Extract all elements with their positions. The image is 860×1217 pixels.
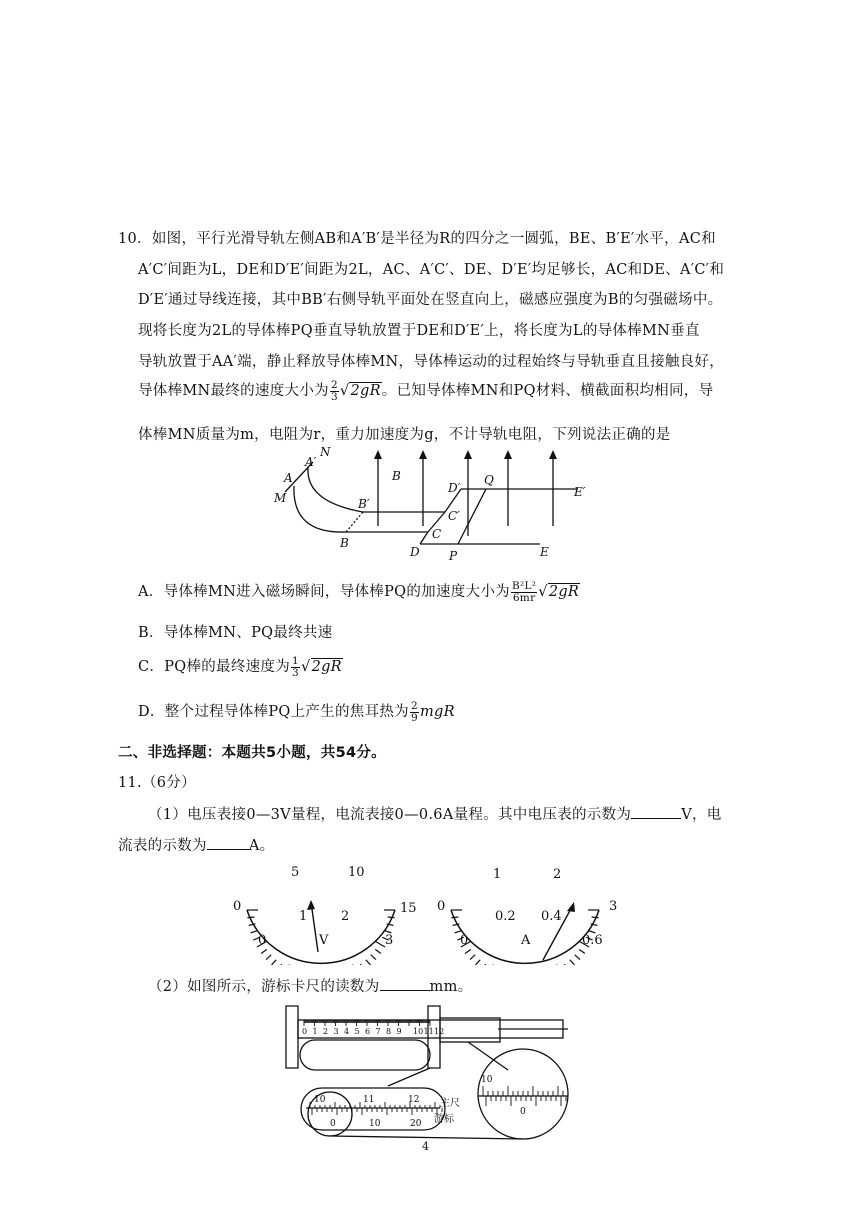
label-p: P [449, 549, 458, 563]
q10-line-6-fraction [330, 380, 339, 403]
dial-tick [371, 955, 376, 960]
dial-tick [261, 949, 267, 953]
rail-diagram [268, 444, 608, 569]
dial-tick [575, 955, 580, 960]
option-c-sqrt: √2gR [301, 659, 342, 675]
zoom-vernier-10: 10 [369, 1119, 381, 1129]
label-c1: C′ [448, 509, 460, 523]
magnifier-main-10: 10 [481, 1075, 493, 1085]
label-field-b: B [392, 469, 401, 483]
voltmeter-bottom-0: 0 [258, 933, 267, 948]
fraction-denominator: 9 [410, 711, 418, 724]
fixed-jaw [286, 1006, 298, 1068]
q10-line-1: 10．如图，平行光滑导轨左侧AB和A′B′是半径为R的四分之一圆弧，BE、B′E′水平，AC和 [118, 231, 716, 247]
dial-tick [482, 964, 486, 965]
q11-heading: 11.（6分） [118, 775, 196, 791]
label-a: A [284, 471, 293, 485]
main-scale-number: 10 [413, 1027, 424, 1036]
ammeter-bottom-0-4: 0.4 [541, 909, 562, 924]
ammeter-unit: A [521, 933, 531, 948]
label-n: N [320, 445, 331, 459]
q10-line-5: 导轨放置于AA′端，静止释放导体棒MN，导体棒运动的过程始终与导轨垂直且接触良好， [138, 354, 725, 370]
option-d-text: D．整个过程导体棒PQ上产生的焦耳热为 [138, 704, 409, 720]
fraction-numerator: 1 [292, 654, 300, 667]
dial-tick [271, 960, 276, 965]
fraction-denominator: 6mr [512, 591, 536, 604]
option-d-fraction [410, 701, 419, 724]
dial-tick [451, 917, 458, 918]
main-scale-number: 9 [396, 1027, 402, 1036]
dial-tick [376, 942, 386, 948]
q10-line-2: A′C′间距为L，DE和D′E′间距为2L，AC、A′C′、DE、D′E′均足够长，AC和DE、A′C′和 [138, 262, 725, 278]
label-m: M [274, 491, 287, 505]
sqrt-radicand: 2gR [548, 584, 580, 600]
q10-line-6-text-a: 导体棒MN最终的速度大小为 [138, 383, 329, 399]
q10-line-6-text-b: 。已知导体棒MN和PQ材料、横截面积均相同，导 [381, 383, 714, 399]
ammeter-top-1: 1 [493, 867, 502, 882]
voltmeter-top-10: 10 [348, 865, 365, 880]
main-scale-number: 4 [344, 1027, 350, 1036]
voltmeter-answer-blank [631, 806, 681, 819]
main-scale-number: 3 [333, 1027, 339, 1036]
option-a-fraction [511, 581, 537, 604]
ammeter-bottom-0-2: 0.2 [495, 909, 516, 924]
dial-tick [278, 964, 282, 965]
q11-part1-text-a: （1）电压表接0—3V量程，电流表接0—0.6A量程。其中电压表的示数为 [148, 807, 632, 823]
voltmeter-bottom-2: 2 [341, 909, 350, 924]
label-main-scale: 主尺 [440, 1098, 460, 1109]
zoom-main-10: 10 [314, 1095, 326, 1105]
ammeter-bottom-0: 0 [460, 933, 469, 948]
dial-tick [266, 955, 271, 960]
q11-part2-text-b: mm。 [429, 979, 473, 995]
dial-tick [579, 949, 585, 953]
fraction-numerator: B²L² [511, 579, 537, 592]
sqrt-radicand: 2gR [350, 383, 381, 399]
dial-tick [465, 949, 471, 953]
dial-tick [564, 964, 568, 965]
label-q: Q [484, 473, 494, 487]
dial-tick [592, 917, 599, 918]
q11-part1-line2 [118, 834, 274, 855]
ammeter-bottom-0-6: 0.6 [582, 933, 603, 948]
option-c [138, 655, 343, 679]
dial-tick [375, 949, 381, 953]
voltmeter-bottom-3: 3 [385, 933, 394, 948]
voltmeter-top-0: 0 [233, 899, 242, 914]
sqrt-radicand: 2gR [311, 659, 342, 675]
main-scale-number: 2 [323, 1027, 329, 1036]
q10-line-6-sqrt: √2gR [339, 383, 381, 399]
dial-tick [360, 964, 364, 965]
magnetic-field-arrows [378, 456, 553, 536]
main-scale-number: 11 [423, 1027, 434, 1036]
q11-part1-line1 [148, 803, 722, 824]
option-c-fraction [291, 656, 300, 679]
magnifier-vernier-0: 0 [520, 1107, 526, 1117]
section-2-heading: 二、非选择题：本题共5小题，共54分。 [118, 745, 386, 761]
label-vernier: 游标 [434, 1114, 454, 1125]
dial-tick [475, 960, 480, 965]
q10-line-6 [138, 379, 713, 403]
q10-line-4: 现将长度为2L的导体棒PQ垂直导轨放置于DE和D′E′上，将长度为L的导体棒MN垂直 [138, 323, 700, 339]
option-a [138, 580, 580, 604]
voltmeter-top-15: 15 [400, 901, 417, 916]
label-d1: D′ [448, 481, 461, 495]
voltmeter-top-5: 5 [291, 865, 300, 880]
dial-tick [570, 960, 575, 965]
zoom-main-11: 11 [363, 1095, 375, 1105]
zoom-vernier-0: 0 [330, 1119, 336, 1129]
main-scale-number: 1 [312, 1027, 318, 1036]
q11-part2-line [148, 975, 472, 996]
dial-tick [470, 955, 475, 960]
ammeter-answer-blank [207, 837, 249, 850]
q11-part1-text-c: 流表的示数为 [118, 838, 207, 854]
caliper-body [300, 1040, 430, 1070]
fraction-denominator: 3 [292, 666, 300, 679]
zoom-vernier-20: 20 [410, 1119, 422, 1129]
label-e1: E′ [574, 485, 586, 499]
dial-tick [251, 931, 258, 933]
label-d: D [410, 545, 420, 559]
main-scale-number: 5 [354, 1027, 360, 1036]
ammeter-dial [437, 867, 617, 965]
label-a1: A′ [305, 455, 317, 469]
option-d [138, 700, 455, 724]
arc-a-b [294, 486, 346, 532]
voltmeter-dial [233, 865, 417, 965]
label-c: C [432, 527, 442, 541]
main-scale-number: 0 [302, 1027, 308, 1036]
option-c-text: C．PQ棒的最终速度为 [138, 659, 291, 675]
label-b1: B′ [358, 497, 370, 511]
q10-line-7: 体棒MN质量为m，电阻为r，重力加速度为g，不计导轨电阻，下列说法正确的是 [138, 427, 671, 443]
fraction-numerator: 2 [330, 378, 338, 391]
option-a-sqrt: √2gR [538, 584, 580, 600]
dial-tick [247, 917, 254, 918]
option-b: B．导体棒MN、PQ最终共速 [138, 625, 333, 641]
rod-pq [458, 489, 486, 544]
q11-part1-text-d: A。 [248, 838, 275, 854]
voltmeter-needle [311, 902, 318, 952]
main-scale-number: 8 [386, 1027, 392, 1036]
main-scale-number: 7 [375, 1027, 381, 1036]
arrow-heads [374, 450, 557, 459]
voltmeter-unit: V [319, 933, 329, 948]
option-d-suffix: mgR [419, 704, 455, 720]
option-a-text: A．导体棒MN进入磁场瞬间，导体棒PQ的加速度大小为 [138, 584, 510, 600]
caliper-answer-blank [380, 978, 430, 991]
q11-part2-text-a: （2）如图所示，游标卡尺的读数为 [148, 979, 380, 995]
page-number: 4 [422, 1140, 429, 1153]
q11-part1-text-b: V，电 [681, 807, 722, 823]
ammeter-top-2: 2 [553, 867, 562, 882]
arc-a1-b1 [308, 468, 363, 512]
dial-tick [366, 960, 371, 965]
meters-figure [225, 860, 635, 965]
label-b: B [340, 536, 349, 550]
fraction-denominator: 3 [330, 390, 338, 403]
dial-tick [388, 917, 395, 918]
vernier-caliper-figure [268, 998, 578, 1156]
label-e: E [540, 545, 549, 559]
zoom-main-12: 12 [408, 1095, 420, 1105]
ammeter-top-0: 0 [437, 899, 446, 914]
fraction-numerator: 2 [410, 699, 418, 712]
wire-c-d [420, 532, 428, 544]
q10-line-3: D′E′通过导线连接，其中BB′右侧导轨平面处在竖直向上，磁感应强度为B的匀强磁场中。 [138, 292, 723, 308]
main-scale-number: 6 [365, 1027, 371, 1036]
main-scale-number: 12 [434, 1027, 445, 1036]
voltmeter-bottom-1: 1 [299, 909, 308, 924]
ammeter-top-3: 3 [609, 899, 618, 914]
